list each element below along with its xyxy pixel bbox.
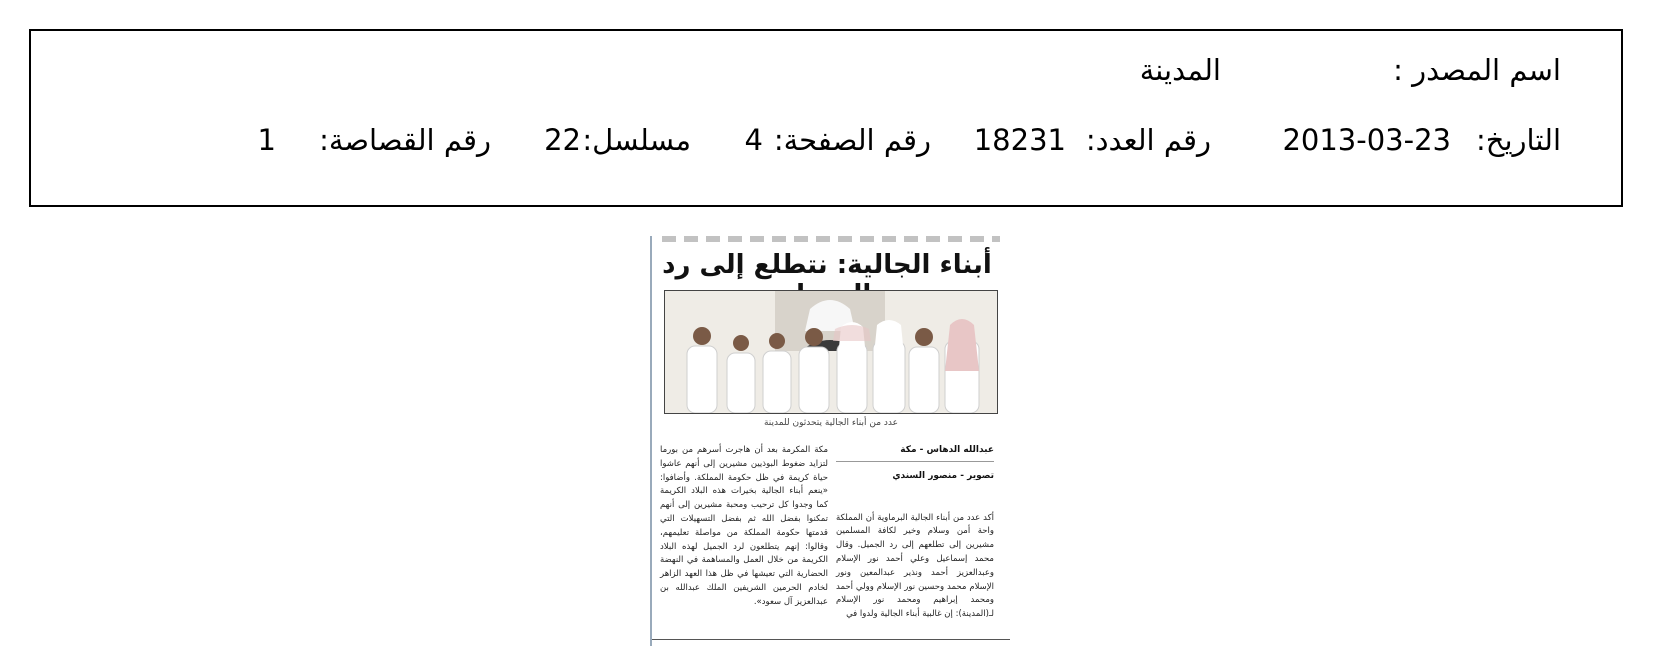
- date-value: 2013-03-23: [1282, 123, 1451, 157]
- article-body-right: أكد عدد من أبناء الجالية البرماوية أن المملكة واحة أمن وسلام وخير لكافة المسلمين مشيرين إلى تطلعهم إلى رد الجميل. وقال محمد إسماعيل وعلي أحمد نور الإسلام وعبدالعزيز أحمد ونذير عبدالمعين ونور الإسلام محمد وحسين نور الإسلام وولي أحمد ومحمد إبراهيم ومحمد نور الإسلام لـ(المدينة): إن غالبية أبناء الجالية ولدوا في: [836, 512, 994, 620]
- photographer-byline: تصوير - منصور السندي: [892, 470, 994, 481]
- page-label: رقم الصفحة:: [773, 123, 931, 157]
- date-label: التاريخ:: [1475, 123, 1561, 157]
- newspaper-clipping: [650, 236, 1010, 646]
- clip-number-label: رقم القصاصة:: [319, 123, 491, 157]
- article-photo: [664, 290, 998, 414]
- clip-bottom-rule: [652, 639, 1010, 640]
- metadata-box: [29, 29, 1623, 207]
- article-column-right: [836, 444, 994, 622]
- issue-value: 18231: [973, 123, 1066, 157]
- article-body-left: مكة المكرمة بعد أن هاجرت أسرهم من بورما لتزايد ضغوط البوذيين مشيرين إلى أنهم عاشوا حياة كريمة في ظل حكومة المملكة. وأضافوا: «ينعم أبناء الجالية بخيرات هذه البلاد الكريمة كما وجدوا كل ترحيب ومحبة مشيرين إلى أنهم تمكنوا بفضل الله ثم بفضل التسهيلات التي قدمتها حكومة المملكة من مواصلة تعليمهم، وقالوا: إنهم يتطلعون لرد الجميل لهذه البلاد الكريمة من خلال العمل والمساهمة في النهضة الحضارية التي تعيشها في ظل هذا العهد الزاهر لخادم الحرمين الشريفين الملك عبدالله بن عبدالعزيز آل سعود».: [660, 445, 828, 607]
- article-headline: أبناء الجالية: نتطلع إلى رد: [662, 250, 992, 280]
- article-column-left: [660, 444, 828, 610]
- page-value: 4: [744, 123, 763, 157]
- source-value: المدينة: [1139, 53, 1221, 87]
- serial-value: 22: [544, 123, 581, 157]
- serial-label: مسلسل:: [582, 123, 691, 157]
- clip-number-value: 1: [257, 123, 276, 157]
- group-photo-illustration: [665, 291, 997, 413]
- issue-label: رقم العدد:: [1085, 123, 1211, 157]
- torn-top-edge: [662, 236, 1000, 242]
- photo-caption: عدد من أبناء الجالية يتحدثون للمدينة: [763, 418, 899, 428]
- byline-divider: [836, 461, 994, 462]
- author-byline: عبدالله الدهاس - مكة: [900, 445, 994, 455]
- source-label: اسم المصدر :: [1393, 53, 1561, 87]
